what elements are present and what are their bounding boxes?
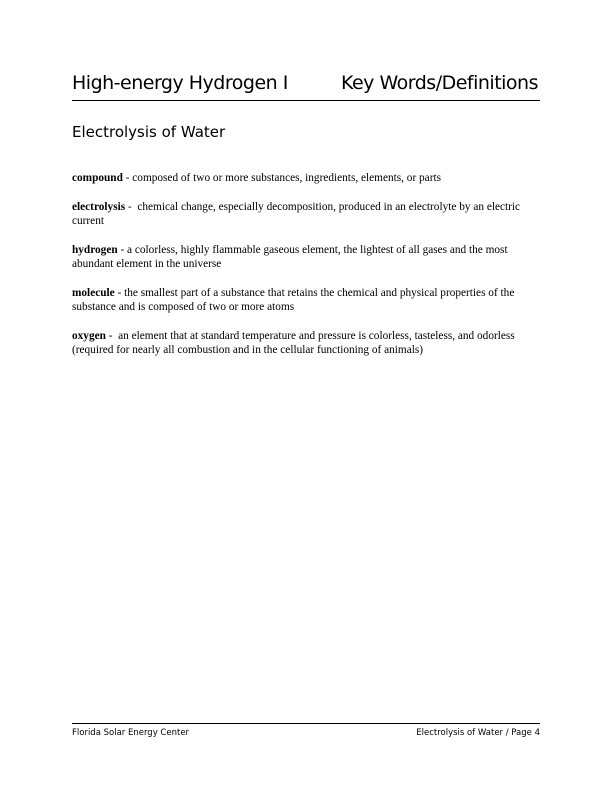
definition-text: composed of two or more substances, ingredients, elements, or parts [132, 172, 441, 184]
section-title: Electrolysis of Water [72, 123, 226, 141]
footer-organization: Florida Solar Energy Center [72, 728, 190, 738]
header-title: High-energy Hydrogen I [72, 72, 288, 94]
definition-term: electrolysis [72, 201, 126, 213]
definition-term: hydrogen [72, 244, 118, 256]
definition-item [72, 329, 542, 357]
definition-term: compound [72, 172, 123, 184]
definition-separator: - [117, 244, 128, 256]
definition-item [72, 200, 542, 228]
definition-separator: - [122, 172, 133, 184]
definition-text: a colorless, highly flammable gaseous element, the lightest of all gases and the most abundant element in the universe [72, 244, 508, 270]
definition-separator: - [114, 287, 125, 299]
definition-separator: - [105, 330, 119, 342]
definition-text: chemical change, especially decomposition, produced in an electrolyte by an electric current [72, 201, 521, 227]
page-header [72, 70, 540, 101]
definition-item [72, 171, 542, 185]
definition-item [72, 286, 542, 314]
definition-separator: - [125, 201, 138, 213]
header-subtitle: Key Words/Definitions [340, 72, 538, 94]
definition-term: oxygen [72, 330, 106, 342]
definition-text: the smallest part of a substance that retains the chemical and physical properties of the substance and is composed of two or more atoms [72, 287, 515, 313]
definition-term: molecule [72, 287, 115, 299]
definition-item [72, 243, 542, 271]
footer-page-label: Electrolysis of Water / Page 4 [416, 728, 540, 738]
definitions-list [72, 171, 542, 372]
page-footer [72, 723, 540, 744]
definition-text: an element that at standard temperature and pressure is colorless, tasteless, and odorless (required for nearly all combustion and in the cellular functioning of animals) [72, 330, 515, 356]
